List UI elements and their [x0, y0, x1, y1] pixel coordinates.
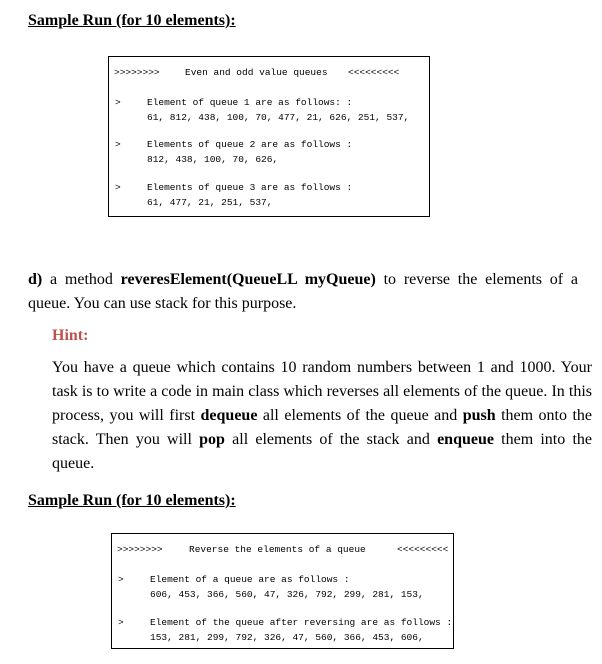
prompt-marker: > [115, 139, 121, 150]
keyword-enqueue: enqueue [437, 431, 494, 448]
keyword-push: push [462, 407, 496, 424]
queue2-label: Elements of queue 2 are as follows : [147, 139, 353, 150]
original-queue-label: Element of a queue are as follows : [150, 574, 350, 585]
console-output-2 [111, 533, 454, 649]
part-d-label: d) [28, 271, 43, 288]
method-signature: reveresElement(QueueLL myQueue) [120, 271, 376, 288]
queue3-values: 61, 477, 21, 251, 537, [147, 197, 273, 208]
keyword-pop: pop [199, 431, 225, 448]
sample-run-heading-2: Sample Run (for 10 elements): [28, 492, 236, 509]
part-d-description [28, 268, 578, 316]
hint-paragraph [52, 356, 592, 476]
console-title: Reverse the elements of a queue [189, 544, 366, 555]
hint-text: You have a queue which contains 10 random numbers between 1 and 1000. Your task is to write a code in main class which reverses all elements of the queue. In this process, you will first [52, 359, 592, 424]
console-title-right: <<<<<<<<< [348, 67, 400, 78]
hint-text: all elements of the queue and [257, 407, 463, 424]
console-title-left: >>>>>>>> [117, 544, 163, 555]
hint-text: them into the queue. [52, 431, 592, 472]
queue2-values: 812, 438, 100, 70, 626, [147, 154, 279, 165]
hint-text: all elements of the stack and [224, 431, 438, 448]
prompt-marker: > [118, 574, 124, 585]
hint-label: Hint: [52, 327, 89, 344]
hint-text: them onto the stack. Then you will [52, 407, 592, 448]
prompt-marker: > [115, 97, 121, 108]
part-d-text: to reverse the elements of a queue. You can use stack for this purpose. [28, 271, 578, 312]
queue1-label: Element of queue 1 are as follows: : [147, 97, 353, 108]
console-title: Even and odd value queues [185, 67, 328, 78]
queue1-values: 61, 812, 438, 100, 70, 477, 21, 626, 251, 537, [147, 112, 410, 123]
prompt-marker: > [115, 182, 121, 193]
sample-run-heading-1: Sample Run (for 10 elements): [28, 12, 236, 29]
reversed-queue-label: Element of the queue after reversing are as follows : [150, 617, 453, 628]
queue3-label: Elements of queue 3 are as follows : [147, 182, 353, 193]
console-title-left: >>>>>>>> [114, 67, 160, 78]
original-queue-values: 606, 453, 366, 560, 47, 326, 792, 299, 281, 153, [150, 589, 424, 600]
part-d-text: a method [42, 271, 121, 288]
prompt-marker: > [118, 617, 124, 628]
console-title-right: <<<<<<<<< [397, 544, 449, 555]
console-output-1 [108, 56, 430, 217]
keyword-dequeue: dequeue [200, 407, 258, 424]
reversed-queue-values: 153, 281, 299, 792, 326, 47, 560, 366, 453, 606, [150, 632, 424, 643]
